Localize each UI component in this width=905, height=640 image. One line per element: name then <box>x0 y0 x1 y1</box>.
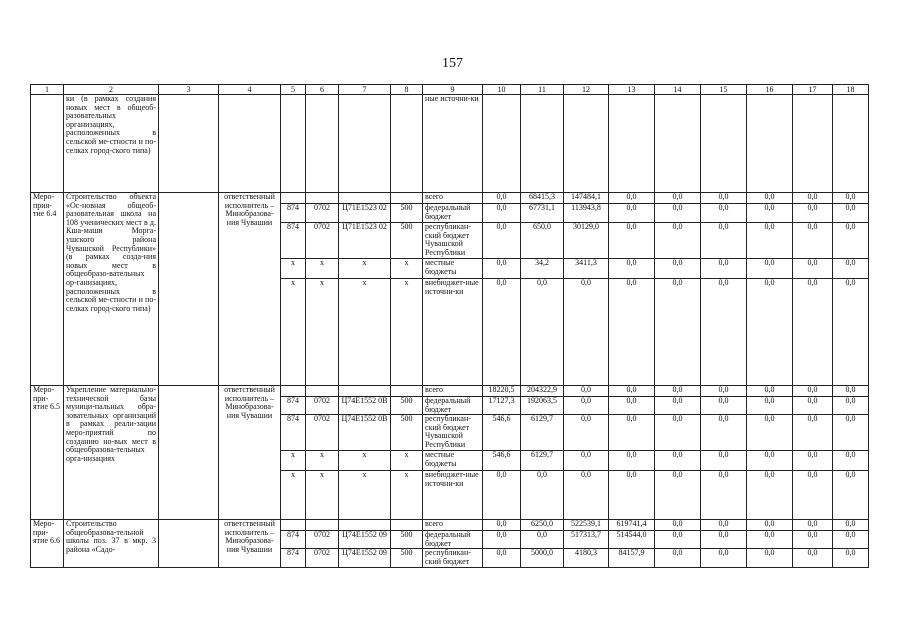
value-cell: 0,0 <box>609 259 655 279</box>
value-cell: 0,0 <box>609 386 655 397</box>
value-cell: 0,0 <box>747 193 793 204</box>
value-cell: 0,0 <box>701 451 747 471</box>
value-cell: 0,0 <box>483 223 521 259</box>
target-article-cell: Ц74Е1552 0В <box>339 397 391 415</box>
grbs-code-cell: 874 <box>281 223 306 259</box>
funding-source-cell: местные бюджеты <box>423 259 483 279</box>
value-cell: 0,0 <box>609 204 655 223</box>
expense-type-cell: x <box>391 451 423 471</box>
column-number-header: 7 <box>339 85 391 95</box>
grbs-code-cell: 874 <box>281 549 306 568</box>
value-cell: 0,0 <box>521 531 564 549</box>
value-cell: 0,0 <box>793 279 833 386</box>
value-cell: 0,0 <box>655 415 701 451</box>
table-row <box>31 386 869 397</box>
column-number-header: 12 <box>564 85 609 95</box>
value-cell: 5000,0 <box>521 549 564 568</box>
expense-type-cell <box>391 193 423 204</box>
value-cell: 0,0 <box>701 520 747 531</box>
value-cell: 546,6 <box>483 451 521 471</box>
value-cell: 0,0 <box>747 520 793 531</box>
value-cell: 0,0 <box>793 223 833 259</box>
value-cell: 0,0 <box>655 397 701 415</box>
grbs-code-cell: x <box>281 279 306 386</box>
value-cell: 0,0 <box>747 279 793 386</box>
value-cell: 619741,4 <box>609 520 655 531</box>
column-number-header: 2 <box>64 85 159 95</box>
target-article-cell: Ц71Е1523 02 <box>339 204 391 223</box>
value-cell: 0,0 <box>747 549 793 568</box>
value-cell: 0,0 <box>747 451 793 471</box>
value-cell: 0,0 <box>833 520 869 531</box>
value-cell: 4180,3 <box>564 549 609 568</box>
value-cell: 0,0 <box>793 386 833 397</box>
expense-type-cell: 500 <box>391 204 423 223</box>
grbs-code-cell: 874 <box>281 204 306 223</box>
expense-type-cell: x <box>391 279 423 386</box>
value-cell: 517313,7 <box>564 531 609 549</box>
value-cell <box>655 95 701 193</box>
table-row <box>31 520 869 531</box>
value-cell: 0,0 <box>521 279 564 386</box>
column-number-header: 13 <box>609 85 655 95</box>
expense-type-cell <box>391 520 423 531</box>
empty-cell <box>159 193 219 386</box>
target-article-cell: x <box>339 259 391 279</box>
name-cell: ки (в рамках создания новых мест в общеоб-разовательных организациях, расположенных в сельской ме-стности и по-селках город-ского типа) <box>64 95 159 193</box>
value-cell: 0,0 <box>521 471 564 520</box>
target-article-cell <box>339 520 391 531</box>
value-cell: 0,0 <box>483 204 521 223</box>
value-cell: 0,0 <box>793 397 833 415</box>
value-cell <box>521 95 564 193</box>
value-cell: 0,0 <box>564 397 609 415</box>
code-cell <box>339 95 391 193</box>
section-code-cell: x <box>306 279 339 386</box>
value-cell: 0,0 <box>655 259 701 279</box>
value-cell: 0,0 <box>833 223 869 259</box>
value-cell: 0,0 <box>609 451 655 471</box>
value-cell: 0,0 <box>609 415 655 451</box>
column-number-header: 1 <box>31 85 64 95</box>
empty-cell <box>159 520 219 568</box>
value-cell: 0,0 <box>747 531 793 549</box>
section-code-cell: 0702 <box>306 549 339 568</box>
event-name-cell: Строительство объекта «Ос-новная общеоб-разовательная школа на 108 ученических мест в д. Кша-маши Морга-ушского района Чувашской Республики» (в рамках созда-ния новых мест в общеобразо-вательных ор-ганизациях, расположенных в сельской ме-стности и по-селках город-ского типа) <box>64 193 159 386</box>
value-cell: 0,0 <box>833 471 869 520</box>
value-cell: 0,0 <box>655 531 701 549</box>
value-cell: 0,0 <box>564 415 609 451</box>
value-cell: 0,0 <box>483 471 521 520</box>
grbs-code-cell <box>281 520 306 531</box>
value-cell: 0,0 <box>833 204 869 223</box>
column-number-header: 3 <box>159 85 219 95</box>
column-number-header: 17 <box>793 85 833 95</box>
value-cell <box>793 95 833 193</box>
value-cell: 0,0 <box>564 451 609 471</box>
value-cell: 0,0 <box>793 415 833 451</box>
grbs-code-cell: x <box>281 471 306 520</box>
funding-source-cell: всего <box>423 386 483 397</box>
funding-source-cell: федеральный бюджет <box>423 204 483 223</box>
value-cell: 0,0 <box>701 279 747 386</box>
value-cell: 6250,0 <box>521 520 564 531</box>
value-cell: 34,2 <box>521 259 564 279</box>
value-cell: 147484,1 <box>564 193 609 204</box>
value-cell: 0,0 <box>483 259 521 279</box>
column-number-header: 15 <box>701 85 747 95</box>
section-code-cell: 0702 <box>306 531 339 549</box>
value-cell: 0,0 <box>833 386 869 397</box>
executor-cell: ответственный исполнитель – Минобразова-ния Чувашии <box>219 520 281 568</box>
expense-type-cell: 500 <box>391 415 423 451</box>
column-number-header: 5 <box>281 85 306 95</box>
expense-type-cell <box>391 386 423 397</box>
grbs-code-cell <box>281 193 306 204</box>
section-code-cell: 0702 <box>306 415 339 451</box>
value-cell: 17127,3 <box>483 397 521 415</box>
executor-cell: ответственный исполнитель – Минобразова-ния Чувашии <box>219 386 281 520</box>
code-cell <box>391 95 423 193</box>
value-cell: 0,0 <box>793 204 833 223</box>
value-cell <box>747 95 793 193</box>
value-cell: 0,0 <box>747 204 793 223</box>
funding-source-cell: республикан-ский бюджет <box>423 549 483 568</box>
expense-type-cell: x <box>391 259 423 279</box>
value-cell: 0,0 <box>655 471 701 520</box>
value-cell: 0,0 <box>655 451 701 471</box>
value-cell: 0,0 <box>747 415 793 451</box>
value-cell: 0,0 <box>655 204 701 223</box>
value-cell: 0,0 <box>564 279 609 386</box>
column-number-header: 14 <box>655 85 701 95</box>
event-label-cell: Меро-при-ятие 6.5 <box>31 386 64 520</box>
value-cell: 0,0 <box>833 193 869 204</box>
label-cell <box>31 95 64 193</box>
value-cell: 0,0 <box>833 397 869 415</box>
grbs-code-cell: x <box>281 451 306 471</box>
value-cell: 0,0 <box>483 193 521 204</box>
budget-table <box>30 84 869 568</box>
value-cell: 0,0 <box>701 397 747 415</box>
value-cell <box>609 95 655 193</box>
value-cell: 650,0 <box>521 223 564 259</box>
value-cell: 204322,9 <box>521 386 564 397</box>
empty-cell <box>159 386 219 520</box>
section-code-cell: 0702 <box>306 397 339 415</box>
value-cell <box>483 95 521 193</box>
funding-source-cell: местные бюджеты <box>423 451 483 471</box>
value-cell: 113943,8 <box>564 204 609 223</box>
value-cell: 6129,7 <box>521 451 564 471</box>
value-cell: 0,0 <box>701 471 747 520</box>
value-cell: 0,0 <box>747 471 793 520</box>
value-cell: 0,0 <box>747 259 793 279</box>
value-cell: 0,0 <box>701 204 747 223</box>
grbs-code-cell: x <box>281 259 306 279</box>
column-number-header: 18 <box>833 85 869 95</box>
value-cell: 0,0 <box>793 520 833 531</box>
value-cell: 0,0 <box>833 415 869 451</box>
value-cell: 68415,3 <box>521 193 564 204</box>
value-cell: 0,0 <box>701 259 747 279</box>
expense-type-cell: 500 <box>391 223 423 259</box>
event-label-cell: Меро-прия-тие 6.4 <box>31 193 64 386</box>
value-cell: 0,0 <box>833 549 869 568</box>
executor-cell <box>219 95 281 193</box>
section-code-cell: x <box>306 451 339 471</box>
value-cell <box>833 95 869 193</box>
section-code-cell <box>306 386 339 397</box>
value-cell: 0,0 <box>701 193 747 204</box>
expense-type-cell: 500 <box>391 549 423 568</box>
code-cell <box>306 95 339 193</box>
grbs-code-cell: 874 <box>281 415 306 451</box>
executor-cell: ответственный исполнитель – Минобразова-ния Чувашии <box>219 193 281 386</box>
value-cell: 0,0 <box>747 397 793 415</box>
grbs-code-cell: 874 <box>281 531 306 549</box>
target-article-cell <box>339 193 391 204</box>
value-cell: 0,0 <box>747 223 793 259</box>
target-article-cell: Ц74Е1552 09 <box>339 531 391 549</box>
value-cell: 0,0 <box>793 531 833 549</box>
value-cell: 0,0 <box>655 193 701 204</box>
value-cell: 0,0 <box>655 386 701 397</box>
target-article-cell: x <box>339 451 391 471</box>
target-article-cell: Ц74Е1552 09 <box>339 549 391 568</box>
table-row <box>31 95 869 193</box>
column-number-header: 4 <box>219 85 281 95</box>
value-cell: 0,0 <box>609 193 655 204</box>
funding-source-cell: федеральный бюджет <box>423 397 483 415</box>
column-number-header: 8 <box>391 85 423 95</box>
funding-source-cell: всего <box>423 520 483 531</box>
value-cell: 0,0 <box>655 279 701 386</box>
value-cell: 0,0 <box>793 193 833 204</box>
value-cell: 0,0 <box>483 279 521 386</box>
funding-source-cell: всего <box>423 193 483 204</box>
value-cell: 84157,9 <box>609 549 655 568</box>
target-article-cell: Ц74Е1552 0В <box>339 415 391 451</box>
event-name-cell: Строительство общеобразова-тельной школы поз. 37 в мкр. 3 района «Садо- <box>64 520 159 568</box>
column-number-header: 6 <box>306 85 339 95</box>
value-cell: 0,0 <box>609 223 655 259</box>
expense-type-cell: 500 <box>391 397 423 415</box>
value-cell <box>701 95 747 193</box>
column-number-header: 10 <box>483 85 521 95</box>
value-cell: 0,0 <box>564 386 609 397</box>
value-cell: 0,0 <box>833 451 869 471</box>
section-code-cell: 0702 <box>306 223 339 259</box>
value-cell: 0,0 <box>483 520 521 531</box>
value-cell: 0,0 <box>701 386 747 397</box>
value-cell: 67731,1 <box>521 204 564 223</box>
expense-type-cell: 500 <box>391 531 423 549</box>
section-code-cell: x <box>306 259 339 279</box>
value-cell: 0,0 <box>609 471 655 520</box>
value-cell: 0,0 <box>701 223 747 259</box>
table-header-row <box>31 85 869 95</box>
value-cell: 546,6 <box>483 415 521 451</box>
value-cell: 0,0 <box>483 531 521 549</box>
value-cell: 0,0 <box>793 451 833 471</box>
value-cell <box>564 95 609 193</box>
value-cell: 0,0 <box>793 549 833 568</box>
value-cell: 0,0 <box>833 259 869 279</box>
funding-source-cell: республикан-ский бюджет Чувашской Республики <box>423 223 483 259</box>
value-cell: 0,0 <box>833 279 869 386</box>
target-article-cell: x <box>339 279 391 386</box>
target-article-cell: x <box>339 471 391 520</box>
section-code-cell <box>306 520 339 531</box>
target-article-cell <box>339 386 391 397</box>
value-cell: 522539,1 <box>564 520 609 531</box>
funding-source-cell: республикан-ский бюджет Чувашской Республики <box>423 415 483 451</box>
value-cell: 192063,5 <box>521 397 564 415</box>
funding-source-cell: федеральный бюджет <box>423 531 483 549</box>
value-cell: 0,0 <box>701 415 747 451</box>
column-number-header: 9 <box>423 85 483 95</box>
value-cell: 514544,0 <box>609 531 655 549</box>
value-cell: 3411,3 <box>564 259 609 279</box>
value-cell: 6129,7 <box>521 415 564 451</box>
value-cell: 0,0 <box>483 549 521 568</box>
value-cell: 18220,5 <box>483 386 521 397</box>
value-cell: 0,0 <box>655 520 701 531</box>
event-name-cell: Укрепление материально-технической базы муници-пальных обра-зовательных организаций в рамках реали-зации меро-приятий по созданию но-вых мест в общеобразова-тельных орга-низациях <box>64 386 159 520</box>
column-number-header: 11 <box>521 85 564 95</box>
section-code-cell: 0702 <box>306 204 339 223</box>
section-code-cell <box>306 193 339 204</box>
table-row <box>31 193 869 204</box>
column-number-header: 16 <box>747 85 793 95</box>
empty-cell <box>159 95 219 193</box>
value-cell: 0,0 <box>747 386 793 397</box>
section-code-cell: x <box>306 471 339 520</box>
source-cell: ные источни-ки <box>423 95 483 193</box>
page-number: 157 <box>442 56 463 71</box>
value-cell: 0,0 <box>655 549 701 568</box>
target-article-cell: Ц71Е1523 02 <box>339 223 391 259</box>
value-cell: 0,0 <box>609 397 655 415</box>
value-cell: 0,0 <box>655 223 701 259</box>
value-cell: 30129,0 <box>564 223 609 259</box>
value-cell: 0,0 <box>793 471 833 520</box>
value-cell: 0,0 <box>609 279 655 386</box>
value-cell: 0,0 <box>701 531 747 549</box>
grbs-code-cell: 874 <box>281 397 306 415</box>
funding-source-cell: внебюджет-ные источни-ки <box>423 279 483 386</box>
value-cell: 0,0 <box>564 471 609 520</box>
expense-type-cell: x <box>391 471 423 520</box>
event-label-cell: Меро-при-ятие 6.6 <box>31 520 64 568</box>
value-cell: 0,0 <box>701 549 747 568</box>
grbs-code-cell <box>281 386 306 397</box>
code-cell <box>281 95 306 193</box>
value-cell: 0,0 <box>833 531 869 549</box>
funding-source-cell: внебюджет-ные источни-ки <box>423 471 483 520</box>
value-cell: 0,0 <box>793 259 833 279</box>
